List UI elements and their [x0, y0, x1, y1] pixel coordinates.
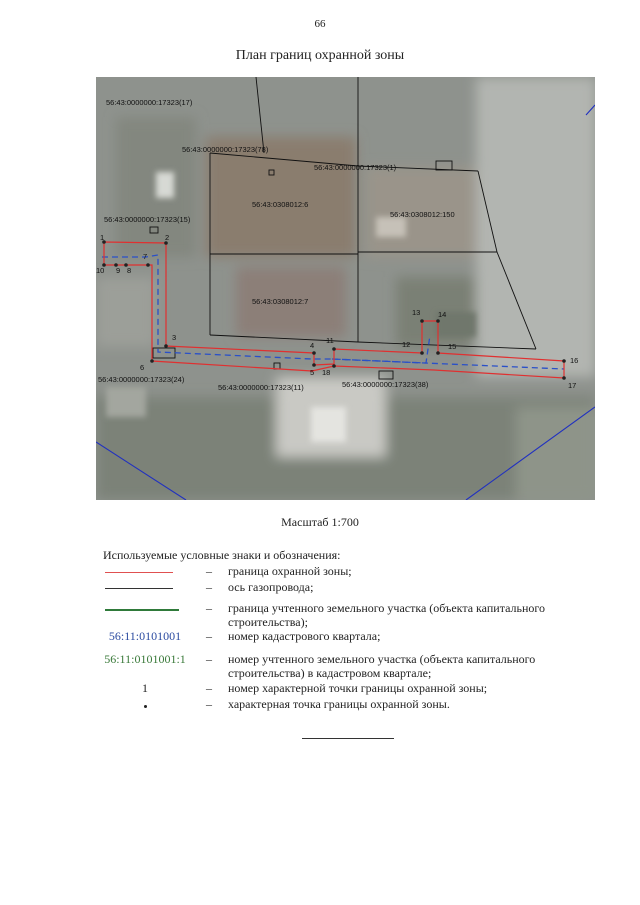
point-dot-icon — [144, 705, 147, 708]
separator-line — [302, 738, 394, 739]
point-number: 6 — [140, 363, 145, 372]
legend-symbol-zone-line — [105, 572, 173, 573]
parcel-label: 56:43:0308012:7 — [252, 297, 309, 306]
map-area[interactable] — [96, 77, 595, 500]
legend-row-point-number — [100, 681, 600, 697]
legend-symbol-parcel-line — [105, 609, 179, 611]
legend-text: номер учтенного земельного участка (объекта капитального строительства) в кадастровом квартале; — [228, 652, 536, 680]
legend-row-zone — [100, 564, 600, 580]
legend-text: граница охранной зоны; — [228, 564, 352, 578]
legend-row-quarter — [100, 629, 600, 645]
point-number: 8 — [127, 266, 132, 275]
legend-dash: – — [206, 629, 212, 643]
point-number: 14 — [438, 310, 447, 319]
legend-symbol-point-number: 1 — [142, 681, 148, 695]
parcel-label: 56:43:0000000:17323(38) — [342, 380, 429, 389]
point-number: 2 — [165, 233, 170, 242]
legend-text: граница учтенного земельного участка (объекта капитального строительства); — [228, 601, 546, 629]
legend-dash: – — [206, 681, 212, 695]
page-title: План границ охранной зоны — [235, 48, 405, 63]
legend-symbol-quarter-number: 56:11:0101001 — [108, 629, 182, 643]
point-number: 17 — [568, 381, 577, 390]
point-number: 3 — [172, 333, 177, 342]
point-number: 10 — [96, 266, 105, 275]
point-number: 11 — [326, 336, 334, 345]
legend-dash: – — [206, 697, 212, 711]
point-number: 16 — [570, 356, 579, 365]
legend-text: ось газопровода; — [228, 580, 314, 594]
legend-dash: – — [206, 601, 212, 615]
legend-text: номер характерной точки границы охранной зоны; — [228, 681, 488, 695]
point-number: 5 — [310, 368, 315, 377]
point-number: 18 — [322, 368, 331, 377]
legend-dash: – — [206, 580, 212, 594]
parcel-label: 56:43:0000000:17323(11) — [218, 383, 304, 392]
point-number: 13 — [412, 308, 421, 317]
legend-row-parcel-number — [100, 652, 600, 682]
parcel-label: 56:43:0308012:150 — [390, 210, 455, 219]
parcel-label: 56:43:0000000:17323(15) — [104, 215, 191, 224]
point-number: 1 — [100, 233, 105, 242]
legend-row-point — [100, 697, 600, 713]
point-number: 4 — [310, 341, 315, 350]
point-number: 7 — [143, 252, 148, 261]
legend-symbol-point — [100, 697, 190, 712]
map-canvas — [96, 77, 595, 500]
page-number: 66 — [314, 18, 326, 30]
map-scale: Масштаб 1:700 — [281, 515, 359, 529]
legend-row-axis — [100, 580, 600, 596]
legend-dash: – — [206, 564, 212, 578]
parcel-label: 56:43:0000000:17323(17) — [106, 98, 193, 107]
parcel-label: 56:43:0000000:17323(24) — [98, 375, 185, 384]
point-number: 9 — [116, 266, 121, 275]
legend-symbol-axis-line — [105, 588, 173, 589]
legend-row-parcel — [100, 601, 600, 631]
legend-dash: – — [206, 652, 212, 666]
legend-symbol-parcel-number: 56:11:0101001:1 — [104, 652, 186, 666]
parcel-label: 56:43:0000000:17323(78) — [182, 145, 269, 154]
aerial-imagery — [96, 77, 595, 500]
point-number: 12 — [402, 340, 411, 349]
legend-heading: Используемые условные знаки и обозначения: — [103, 548, 341, 562]
point-number: 15 — [448, 342, 457, 351]
legend-text: номер кадастрового квартала; — [228, 629, 381, 643]
legend-text: характерная точка границы охранной зоны. — [228, 697, 450, 711]
parcel-label: 56:43:0000000:17323(1) — [314, 163, 397, 172]
parcel-label: 56:43:0308012:6 — [252, 200, 309, 209]
